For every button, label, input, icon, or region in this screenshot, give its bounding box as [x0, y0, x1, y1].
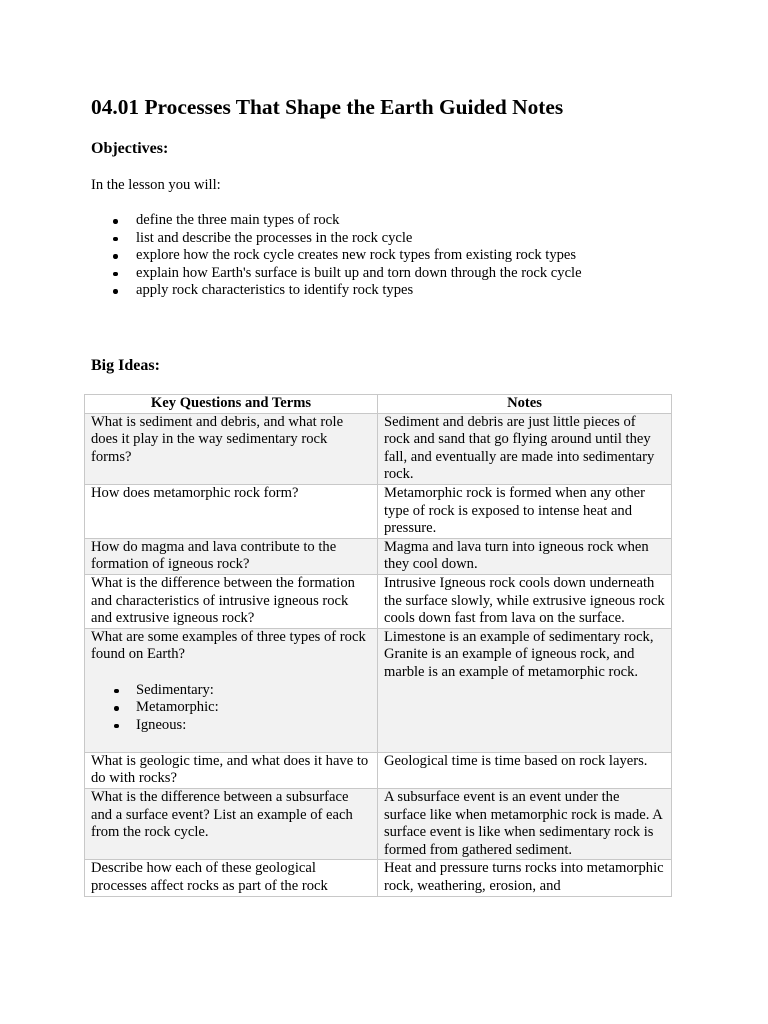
big-ideas-table	[84, 394, 672, 897]
objective-item: apply rock characteristics to identify rock types	[91, 282, 582, 300]
question-cell: What is the difference between the formation and characteristics of intrusive igneous rock and extrusive igneous rock?	[85, 574, 378, 628]
table-row	[85, 484, 672, 538]
objectives-heading: Objectives:	[91, 140, 169, 157]
column-header-notes: Notes	[378, 395, 672, 414]
table-row	[85, 628, 672, 752]
question-cell: How do magma and lava contribute to the formation of igneous rock?	[85, 538, 378, 574]
table-row	[85, 789, 672, 860]
table-row	[85, 860, 672, 896]
notes-cell[interactable]: Sediment and debris are just little pieces of rock and sand that go flying around until they fall, and eventually are made into sedimentary rock.	[378, 413, 672, 484]
question-cell: What is the difference between a subsurface and a surface event? List an example of each from the rock cycle.	[85, 789, 378, 860]
rock-type-list	[91, 682, 371, 735]
question-cell: Describe how each of these geological processes affect rocks as part of the rock	[85, 860, 378, 896]
objective-item: define the three main types of rock	[91, 212, 582, 230]
notes-cell[interactable]: A subsurface event is an event under the surface like when metamorphic rock is made. A surface event is like when sedimentary rock is formed from gathered sediment.	[378, 789, 672, 860]
spacer	[91, 734, 371, 752]
big-ideas-heading: Big Ideas:	[91, 357, 160, 374]
objectives-list	[91, 212, 582, 300]
notes-cell[interactable]: Geological time is time based on rock layers.	[378, 752, 672, 788]
objective-item: explore how the rock cycle creates new rock types from existing rock types	[91, 247, 582, 265]
objective-item: list and describe the processes in the rock cycle	[91, 230, 582, 248]
question-cell: What is geologic time, and what does it have to do with rocks?	[85, 752, 378, 788]
table-row	[85, 538, 672, 574]
table-header-row	[85, 395, 672, 414]
question-cell: How does metamorphic rock form?	[85, 484, 378, 538]
table-row	[85, 574, 672, 628]
notes-cell[interactable]: Heat and pressure turns rocks into metamorphic rock, weathering, erosion, and	[378, 860, 672, 896]
objective-item: explain how Earth's surface is built up and torn down through the rock cycle	[91, 265, 582, 283]
notes-cell[interactable]: Limestone is an example of sedimentary rock, Granite is an example of igneous rock, and marble is an example of metamorphic rock.	[378, 628, 672, 752]
notes-cell[interactable]: Magma and lava turn into igneous rock when they cool down.	[378, 538, 672, 574]
page-title: 04.01 Processes That Shape the Earth Guided Notes	[91, 95, 564, 119]
rock-type-item: Sedimentary:	[91, 682, 371, 700]
objectives-intro: In the lesson you will:	[91, 177, 221, 193]
rock-type-item: Igneous:	[91, 717, 371, 735]
question-cell	[85, 628, 378, 752]
question-text: What are some examples of three types of rock found on Earth?	[91, 628, 366, 663]
table-row	[85, 413, 672, 484]
column-header-questions: Key Questions and Terms	[85, 395, 378, 414]
table-row	[85, 752, 672, 788]
rock-type-item: Metamorphic:	[91, 699, 371, 717]
question-cell: What is sediment and debris, and what role does it play in the way sedimentary rock forms?	[85, 413, 378, 484]
notes-cell[interactable]: Intrusive Igneous rock cools down underneath the surface slowly, while extrusive igneous rock cools down fast from lava on the surface.	[378, 574, 672, 628]
spacer	[91, 664, 371, 682]
notes-cell[interactable]: Metamorphic rock is formed when any other type of rock is exposed to intense heat and pressure.	[378, 484, 672, 538]
